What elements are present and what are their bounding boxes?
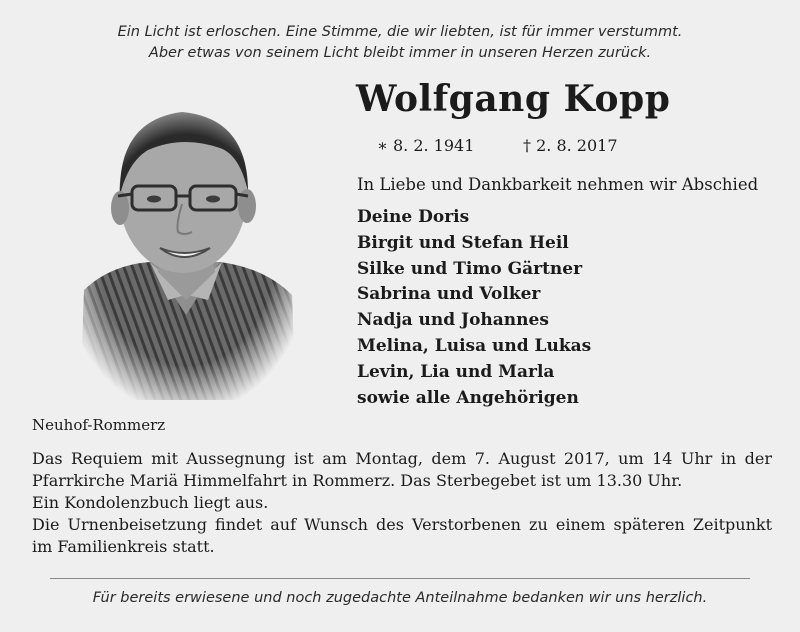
divider xyxy=(50,578,750,579)
mourner: Silke und Timo Gärtner xyxy=(357,258,583,279)
mourner: Deine Doris xyxy=(357,207,470,227)
thanks-footer: Für bereits erwiesene und noch zugedachte Anteilnahme bedanken wir uns herzlich. xyxy=(92,590,708,606)
death-date: † 2. 8. 2017 xyxy=(523,136,618,155)
farewell-intro: In Liebe und Dankbarkeit nehmen wir Abschied xyxy=(357,175,759,194)
mourner: Sabrina und Volker xyxy=(357,284,541,305)
mourner: Melina, Luisa und Lukas xyxy=(357,335,592,356)
mourner: Birgit und Stefan Heil xyxy=(357,232,569,253)
body-line: Ein Kondolenzbuch liegt aus. xyxy=(32,493,269,512)
mourner: sowie alle Angehörigen xyxy=(357,387,579,408)
body-line: Das Requiem mit Aussegnung ist am Montag, dem 7. August 2017, um 14 Uhr in der xyxy=(32,449,772,468)
deceased-name: Wolfgang Kopp xyxy=(356,78,671,120)
mourners-list xyxy=(357,205,591,411)
motto-line-2: Aber etwas von seinem Licht bleibt immer in unseren Herzen zurück. xyxy=(148,45,652,61)
mourner: Levin, Lia und Marla xyxy=(357,361,555,382)
service-details xyxy=(32,448,772,558)
portrait-photo xyxy=(70,100,302,400)
body-line: Pfarrkirche Mariä Himmelfahrt in Rommerz. Das Sterbegebet ist um 13.30 Uhr. xyxy=(32,471,683,490)
motto-line-1: Ein Licht ist erloschen. Eine Stimme, die wir liebten, ist für immer verstummt. xyxy=(117,24,683,40)
mourner: Nadja und Johannes xyxy=(357,310,549,331)
body-line: Die Urnenbeisetzung findet auf Wunsch des Verstorbenen zu einem späteren Zeitpunkt xyxy=(32,515,772,534)
birth-date: ∗ 8. 2. 1941 xyxy=(377,136,475,155)
motto xyxy=(0,22,800,64)
location: Neuhof-Rommerz xyxy=(32,416,166,434)
body-line: im Familienkreis statt. xyxy=(32,537,215,556)
